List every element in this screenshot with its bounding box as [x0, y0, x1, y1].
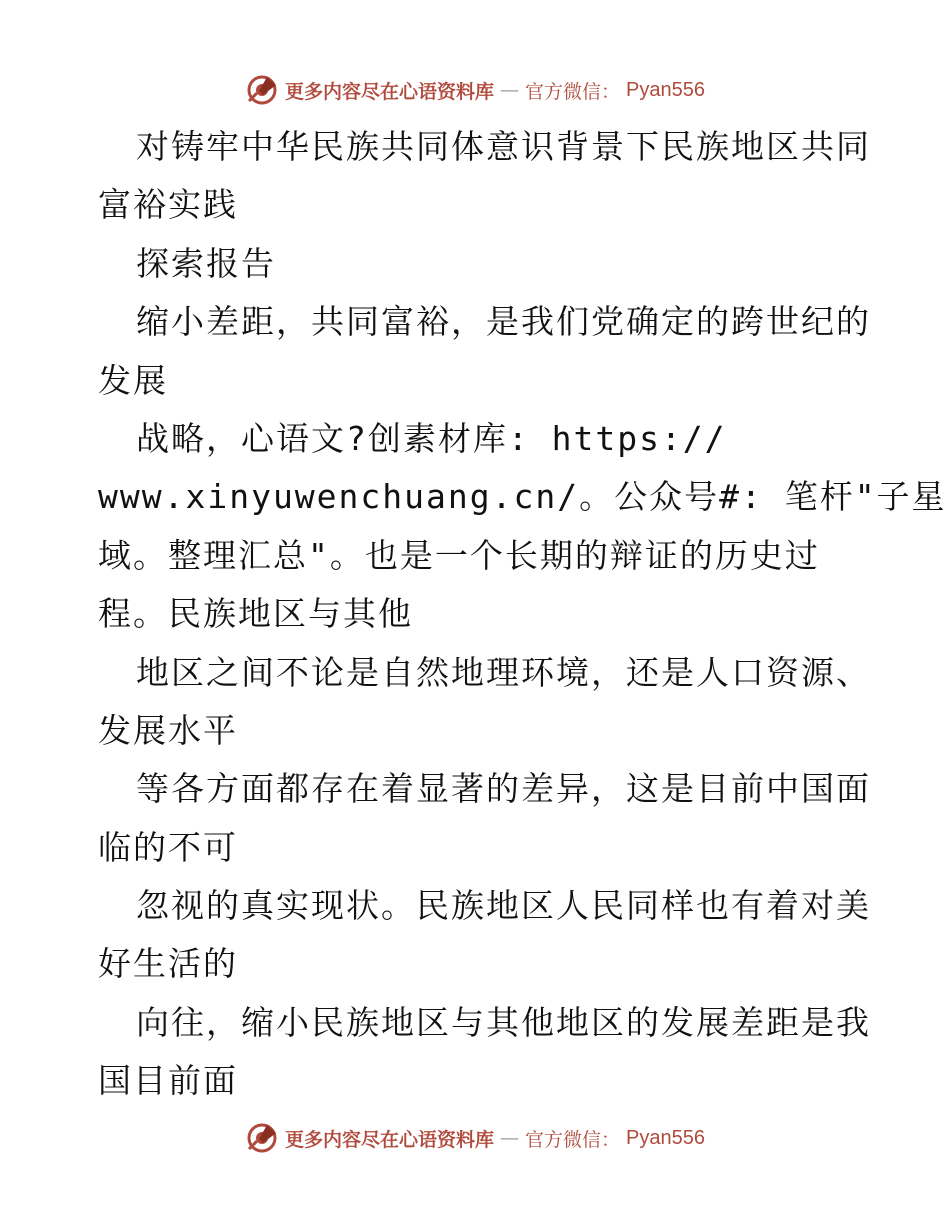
footer-banner	[0, 1118, 950, 1158]
footer-site-text: 更多内容尽在心语资料库	[285, 1128, 495, 1151]
brand-logo-icon	[245, 73, 279, 107]
body-line: 战略，心语文?创素材库: https://	[136, 418, 727, 458]
body-line: 对铸牢中华民族共同体意识背景下民族地区共同	[136, 127, 871, 166]
body-line: 富裕实践	[98, 185, 238, 225]
brand-logo-icon	[245, 1121, 279, 1155]
body-line: 发展	[98, 360, 168, 400]
body-line: 发展水平	[98, 710, 238, 750]
document-body	[98, 118, 947, 1111]
footer-separator: —	[500, 1127, 520, 1149]
body-line: 等各方面都存在着显著的差异，这是目前中国面	[136, 769, 871, 809]
body-line: 忽视的真实现状。民族地区人民同样也有着对美	[136, 886, 871, 926]
body-line: 域。整理汇总"。也是一个长期的辩证的历史过	[98, 535, 820, 575]
body-line: 程。民族地区与其他	[98, 594, 413, 634]
header-wechat-id: Pyan556	[626, 78, 705, 101]
body-line: 地区之间不论是自然地理环境，还是人口资源、	[136, 652, 871, 692]
header-wechat-label: 官方微信：	[525, 80, 621, 103]
body-line: 探索报告	[136, 243, 276, 283]
header-separator: —	[500, 79, 520, 101]
header-site-text: 更多内容尽在心语资料库	[285, 80, 495, 103]
header-banner	[0, 70, 950, 110]
body-line: 向往，缩小民族地区与其他地区的发展差距是我	[136, 1002, 871, 1042]
body-line: www.xinyuwenchuang.cn/。公众号#: 笔杆"子星	[98, 477, 947, 517]
body-line: 临的不可	[98, 827, 238, 867]
footer-wechat-id: Pyan556	[626, 1126, 705, 1149]
body-line: 好生活的	[98, 944, 238, 984]
footer-wechat-label: 官方微信：	[525, 1128, 621, 1151]
body-line: 国目前面	[98, 1061, 238, 1101]
body-line: 缩小差距，共同富裕，是我们党确定的跨世纪的	[136, 302, 871, 342]
